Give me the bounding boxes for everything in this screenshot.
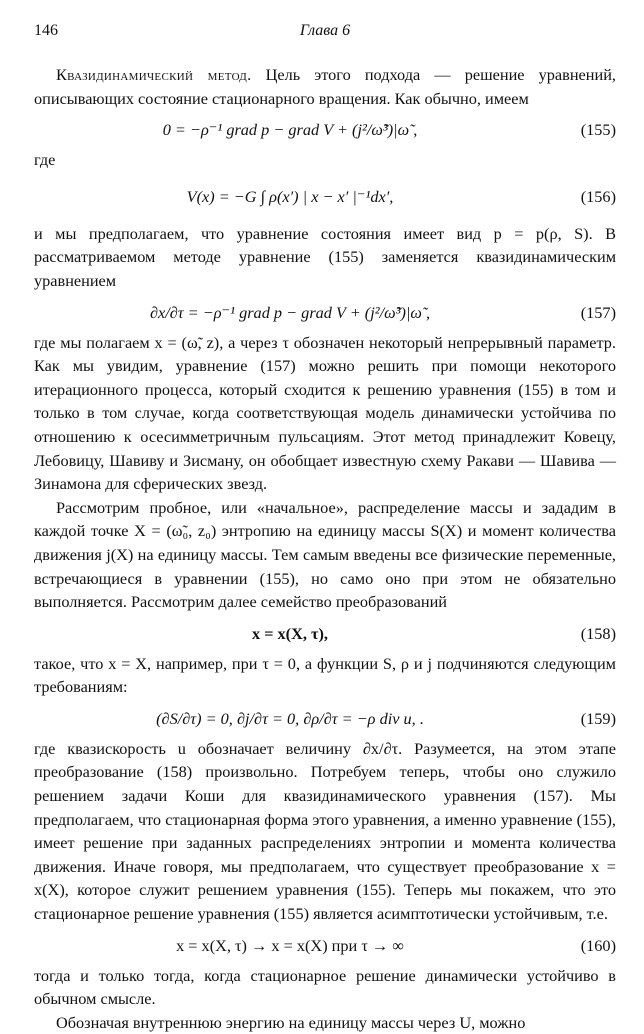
equation-formula: ∂x/∂τ = −ρ⁻¹ grad p − grad V + (j²/ω̃³)|ω̃ , [149,302,431,322]
equation-158 [34,614,616,652]
paragraph-internal-energy: Обозначая внутреннюю энергию на единицу массы через U, можно [56,1012,526,1032]
equation-formula: x = x(X, τ) → x = x(X) при τ → ∞ [176,935,404,955]
page-number: 146 [34,22,58,39]
paragraph-method-intro [34,63,616,110]
equation-155 [34,110,616,148]
paragraph-state-equation: и мы предполагаем, что уравнение состояния имеет вид p = p(ρ, S). В рассматриваемом методе уравнение (155) заменяется квазидинамическим уравнением [34,223,616,290]
equation-number: (160) [580,935,616,955]
equation-formula: 0 = −ρ⁻¹ grad p − grad V + (j²/ω̃³)|ω̃ , [162,120,418,140]
paragraph-iteration: где мы полагаем x = (ω̃, z), а через τ обозначен некоторый непрерывный параметр. Как мы увидим, уравнение (157) можно решить при помощи некоторого итерационного процесса, который сходится к решению уравнения (155) в том и только в том случае, когда соответствующая модель динамически устойчива по отношению к осесимметричным пульсациям. Этот метод принадлежит Ковецу, Лебовицу, Шавиву и Зисману, он обобщает известную схему Ракави — Шавива — Зинамона для сферических звезд. [34,332,616,494]
paragraph-trial-distribution: Рассмотрим пробное, или «начальное», распределение массы и зададим в каждой точке X = (ω̃₀, z₀) энтропию на единицу массы S(X) и момент количества движения j(X) на единицу массы. Тем самым введены все физические переменные, встречающиеся в уравнении (155), но само оно при этом не обязательно выполняется. Рассмотрим далее семейство преобразований [34,497,616,612]
equation-formula: V(x) = −G ∫ ρ(x′) | x − x′ |⁻¹dx′, [186,186,394,206]
equation-160 [34,926,616,964]
equation-formula: x = x(X, τ), [251,623,329,643]
section-lead: Квазидинамический метод. [56,65,252,84]
paragraph-text: Цель этого подхода — решение уравнений, описывающих состояние стационарного вращения. Как обычно, имеем [34,65,616,108]
paragraph-requirements: такое, что x = X, например, при τ = 0, а функции S, ρ и j подчиняются следующим требованиям: [34,653,616,697]
equation-157 [34,293,616,331]
page-body [34,63,616,1034]
equation-number: (155) [580,120,616,140]
paragraph-stability: тогда и только тогда, когда стационарное решение динамически устойчиво в обычном смысле. [34,965,616,1009]
equation-159 [34,699,616,737]
equation-number: (158) [580,623,616,643]
equation-156 [34,172,616,222]
equation-number: (157) [580,302,616,322]
equation-formula: (∂S/∂τ) = 0, ∂j/∂τ = 0, ∂ρ/∂τ = −ρ div u, . [156,708,424,728]
page-header [34,19,616,41]
paragraph-quasi-velocity: где квазискорость u обозначает величину ∂x/∂τ. Разумеется, на этом этапе преобразование (158) произвольно. Потребуем теперь, чтобы оно служило решением задачи Коши для квазидинамического уравнения (157). Мы предполагаем, что стационарная форма этого уравнения, а именно уравнение (155), имеет решение при заданных распределениях энтропии и момента количества движения. Иначе говоря, мы предполагаем, что существует преобразование x = x(X), которое служит решением уравнения (155). Теперь мы покажем, что это стационарное решение уравнения (155) является асимптотически устойчивым, т.е. [34,738,616,924]
equation-number: (156) [580,186,616,206]
paragraph-where: где [34,150,56,170]
running-head: Глава 6 [299,22,351,39]
equation-number: (159) [580,708,616,728]
